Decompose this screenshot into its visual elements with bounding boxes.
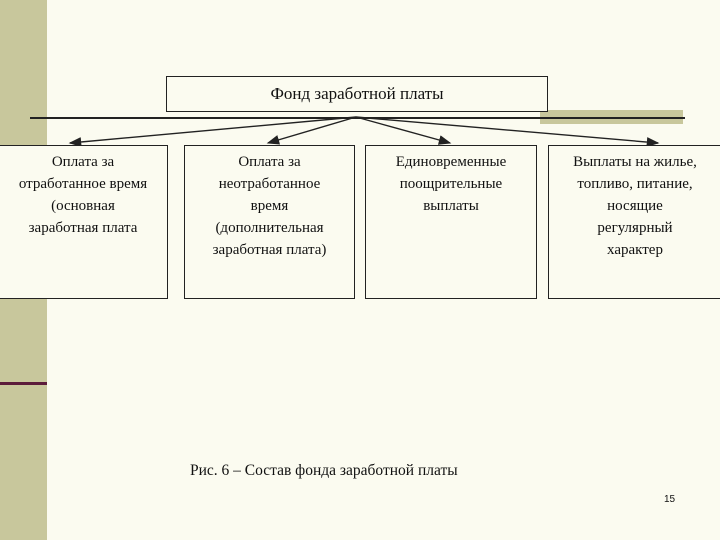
child-node-additional-pay: Оплата за неотработанное время (дополнительная заработная плата) (184, 145, 355, 299)
child-node-bonus-payments: Единовременные поощрительные выплаты (365, 145, 537, 299)
child-node-basic-pay: Оплата за отработанное время (основная заработная плата (0, 145, 168, 299)
figure-caption: Рис. 6 – Состав фонда заработной платы (190, 462, 458, 479)
root-node-fund: Фонд заработной платы (166, 76, 548, 112)
child-node-regular-payments: Выплаты на жилье, топливо, питание, носящие регулярный характер (548, 145, 720, 299)
page-number: 15 (664, 494, 676, 505)
